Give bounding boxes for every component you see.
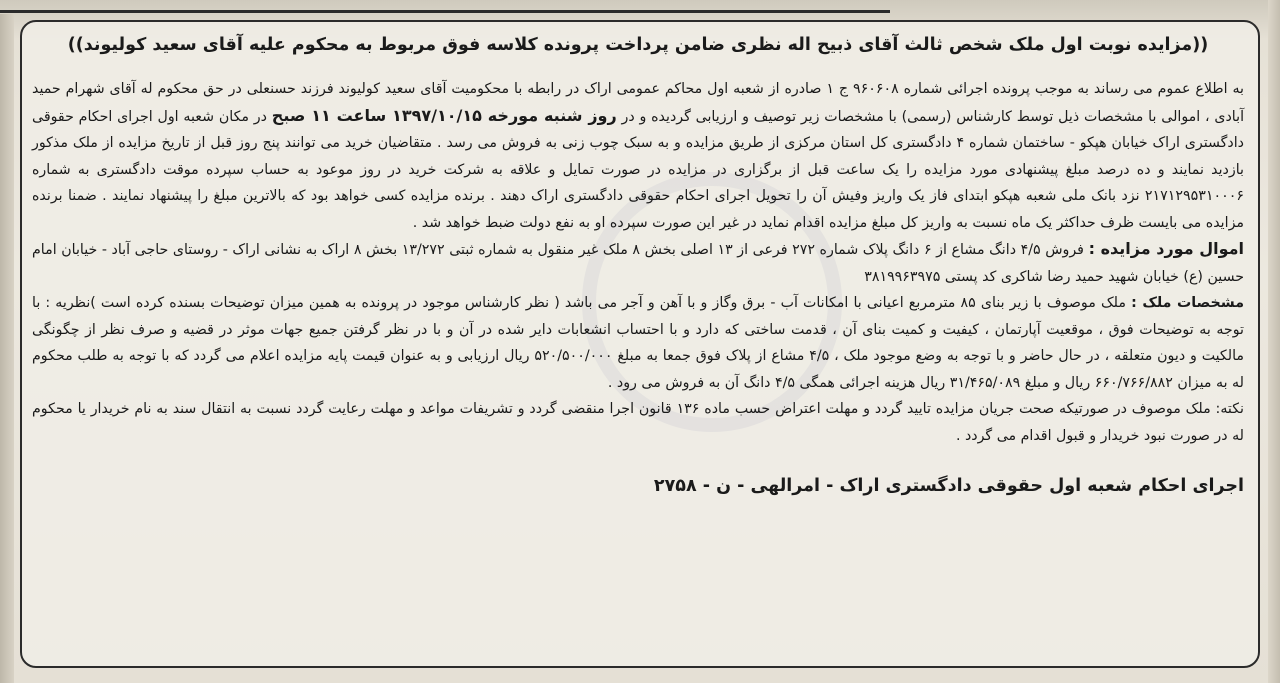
note-label: نکته: xyxy=(1215,401,1244,417)
specs-text: ملک موصوف با زیر بنای ۸۵ مترمربع اعیانی با امکانات آب - برق وگاز و با آهن و آجر می باشد ( نظر کارشناس موجود در پرونده به همین میزان توضیحات بسنده کرده است )نظریه : با توجه به توضیحات فوق ، موقعیت آپارتمان ، کیفیت و کمیت بنای آن ، قدمت ساختی که دارد و با احتساب انشعابات دایر شده در آن و با در نظر گرفتن جمیع جهات موثر در قضیه و صرف نظر از چگونگی مالکیت و دیون متعلقه ، در حال حاضر و با توجه به وضع موجود ملک ، ۴/۵ مشاع از پلاک فوق جمعا به مبلغ ۵۲۰/۵۰۰/۰۰۰ ریال ارزیابی و به عنوان قیمت پایه مزایده اعلام می گردد که با توجه به طلب محکوم له به میزان ۶۶۰/۷۶۶/۸۸۲ ریال و مبلغ ۳۱/۴۶۵/۰۸۹ ریال هزینه اجرائی همگی ۴/۵ دانگ آن به فروش می رود . xyxy=(32,295,1244,391)
notice-body xyxy=(32,76,1244,236)
notice-title: ((مزایده نوبت اول ملک شخص ثالث آقای ذبیح اله نظری ضامن پرداخت پرونده کلاسه فوق مربوط به محکوم علیه آقای سعید کولیوند)) xyxy=(67,35,1209,55)
notice-footer: اجرای احکام شعبه اول حقوقی دادگستری اراک - امرالهی - ن - ۲۷۵۸ xyxy=(653,476,1244,496)
intro-text: به اطلاع عموم می رساند به موجب پرونده اجرائی شماره ۹۶۰۶۰۸ ج ۱ صادره از شعبه اول محاکم عمومی اراک در رابطه با محکومیت آقای سعید کولیوند فرزند حسنعلی در حق محکوم له آقای شهرام حمید آبادی ، اموالی با مشخصات ذیل توسط کارشناس (رسمی) با مشخصات زیر توصیف و ارزیابی گردیده و در xyxy=(32,81,1245,125)
note-paragraph xyxy=(32,396,1244,449)
property-paragraph xyxy=(32,236,1244,290)
notice-content xyxy=(32,28,1244,501)
column-divider-line xyxy=(0,10,890,13)
property-label: اموال مورد مزایده : xyxy=(1088,239,1245,258)
adjacent-column-edge xyxy=(0,14,14,683)
specs-paragraph xyxy=(32,290,1244,396)
specs-label: مشخصات ملک : xyxy=(1131,295,1244,311)
venue-text: در مکان شعبه اول اجرای احکام حقوقی دادگستری اراک خیابان هپکو - ساختمان شماره ۴ دادگستری کل استان مرکزی از طریق مزایده و به سبک چوب زنی به فروش می رسد . متقاضیان خرید می توانند پنج روز قبل از تاریخ مزایده از ملک مذکور بازدید نمایند و ده درصد مبلغ پیشنهادی مورد مزایده را یک ساعت قبل از برگزاری در مزایده در صورت تمایل و علاقه به شرکت خرید در روز موعود به حساب سپرده موقت دادگستری به شماره ۲۱۷۱۲۹۵۳۱۰۰۰۶ نزد بانک ملی شعبه هپکو ابتدای فاز یک واریز وفیش آن را تحویل اجرای احکام حقوقی دادگستری اراک دهند . برنده مزایده کسی خواهد بود که بالاترین مبلغ را پیشنهاد نمایند . ضمنا برنده مزایده می بایست ظرف حداکثر یک ماه نسبت به واریز کل مبلغ مزایده اقدام نماید در غیر این صورت سپرده او به نفع دولت ضبط خواهد شد . xyxy=(32,108,1245,231)
auction-date-time: روز شنبه مورخه ۱۳۹۷/۱۰/۱۵ ساعت ۱۱ صبح xyxy=(271,105,617,125)
page-edge xyxy=(1268,0,1280,683)
note-text: ملک موصوف در صورتیکه صحت جریان مزایده تایید گردد و مهلت اعتراض حسب ماده ۱۳۶ قانون اجرا منقضی گردد و تشریفات مواعد و مهلت رعایت گردد نسبت به انتقال سند به نام خریدار یا محکوم له در صورت نبود خریدار و قبول اقدام می گردد . xyxy=(32,401,1244,444)
property-text: فروش ۴/۵ دانگ مشاع از ۶ دانگ پلاک شماره ۲۷۲ فرعی از ۱۳ اصلی بخش ۸ ملک غیر منقول به شماره ثبتی ۱۳/۲۷۲ بخش ۸ اراک به نشانی اراک - روستای حاجی آباد - خیابان امام حسین (ع) خیابان شهید حمید رضا شاکری کد پستی ۳۸۱۹۹۶۳۹۷۵ xyxy=(32,242,1244,285)
